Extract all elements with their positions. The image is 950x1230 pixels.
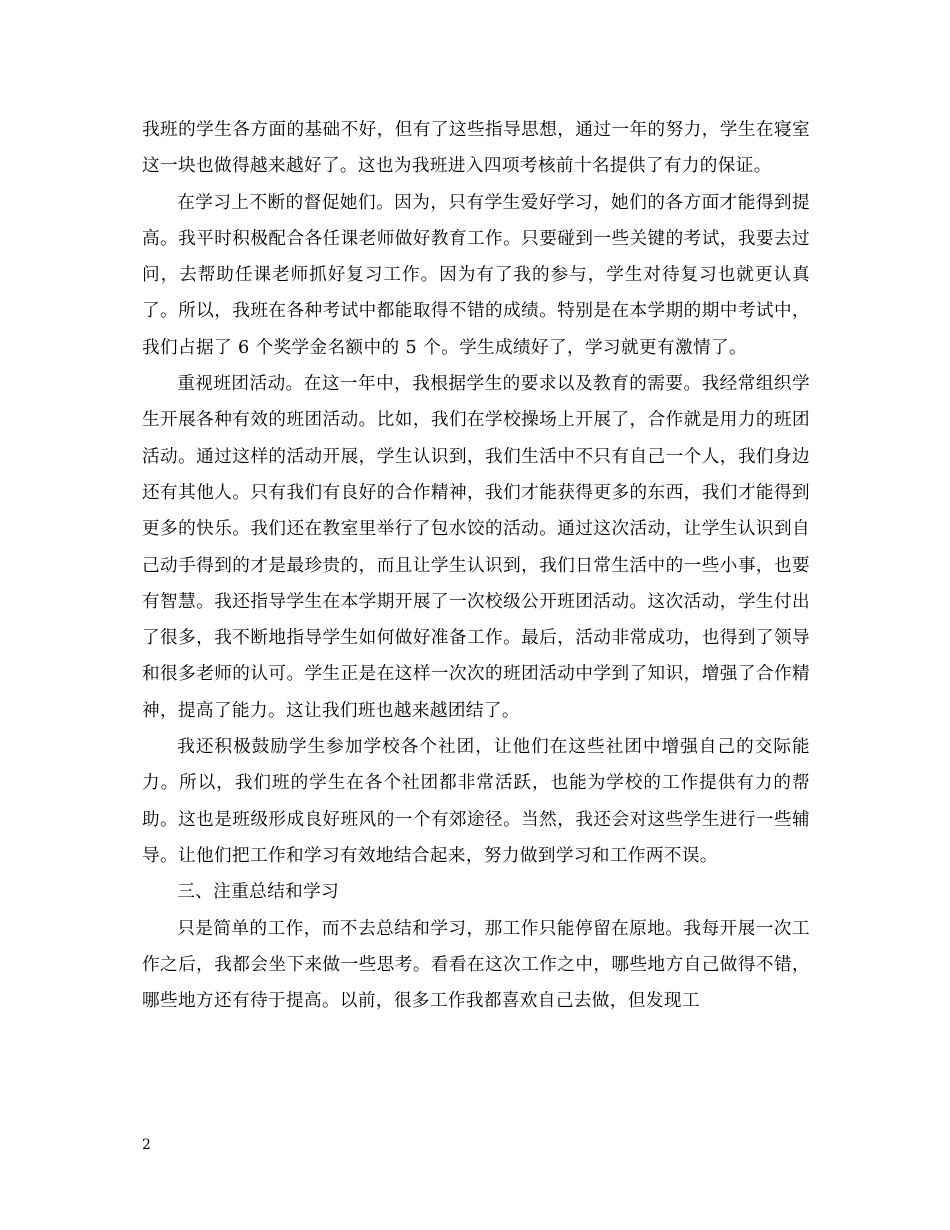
paragraph-study: 在学习上不断的督促她们。因为，只有学生爱好学习，她们的各方面才能得到提高。我平时积极配合各任课老师做好教育工作。只要碰到一些关键的考试，我要去过问，去帮助任课老师抓好复习工作。因为有了我的参与，学生对待复习也就更认真了。所以，我班在各种考试中都能取得不错的成绩。特别是在本学期的期中考试中，我们占据了 6 个奖学金名额中的 5 个。学生成绩好了，学习就更有激情了。 xyxy=(142,192,810,358)
paragraph-clubs: 我还积极鼓励学生参加学校各个社团，让他们在这些社团中增强自己的交际能力。所以，我们班的学生在各个社团都非常活跃，也能为学校的工作提供有力的帮助。这也是班级形成良好班风的一个有郊途径。当然，我还会对这些学生进行一些辅导。让他们把工作和学习有效地结合起来，努力做到学习和工作两不误。 xyxy=(142,737,810,866)
section-heading: 三、注重总结和学习 xyxy=(177,882,340,903)
document-body xyxy=(142,112,810,1019)
paragraph-dormitory: 我班的学生各方面的基础不好，但有了这些指导思想，通过一年的努力，学生在寝室这一块也做得越来越好了。这也为我班进入四项考核前十名提供了有力的保证。 xyxy=(142,120,810,177)
page-number: 2 xyxy=(142,1137,151,1153)
paragraph-summary: 只是简单的工作，而不去总结和学习，那工作只能停留在原地。我每开展一次工作之后，我都会坐下来做一些思考。看看在这次工作之中，哪些地方自己做得不错，哪些地方还有待于提高。以前，很多工作我都喜欢自己去做，但发现工 xyxy=(142,918,810,1012)
paragraph-class-activities: 重视班团活动。在这一年中，我根据学生的要求以及教育的需要。我经常组织学生开展各种有效的班团活动。比如，我们在学校操场上开展了，合作就是用力的班团活动。通过这样的活动开展，学生认识到，我们生活中不只有自己一个人，我们身边还有其他人。只有我们有良好的合作精神，我们才能获得更多的东西，我们才能得到更多的快乐。我们还在教室里举行了包水饺的活动。通过这次活动，让学生认识到自己动手得到的才是最珍贵的，而且让学生认识到，我们日常生活中的一些小事，也要有智慧。我还指导学生在本学期开展了一次校级公开班团活动。这次活动，学生付出了很多，我不断地指导学生如何做好准备工作。最后，活动非常成功，也得到了领导和很多老师的认可。学生正是在这样一次次的班团活动中学到了知识，增强了合作精神，提高了能力。这让我们班也越来越团结了。 xyxy=(142,374,810,721)
